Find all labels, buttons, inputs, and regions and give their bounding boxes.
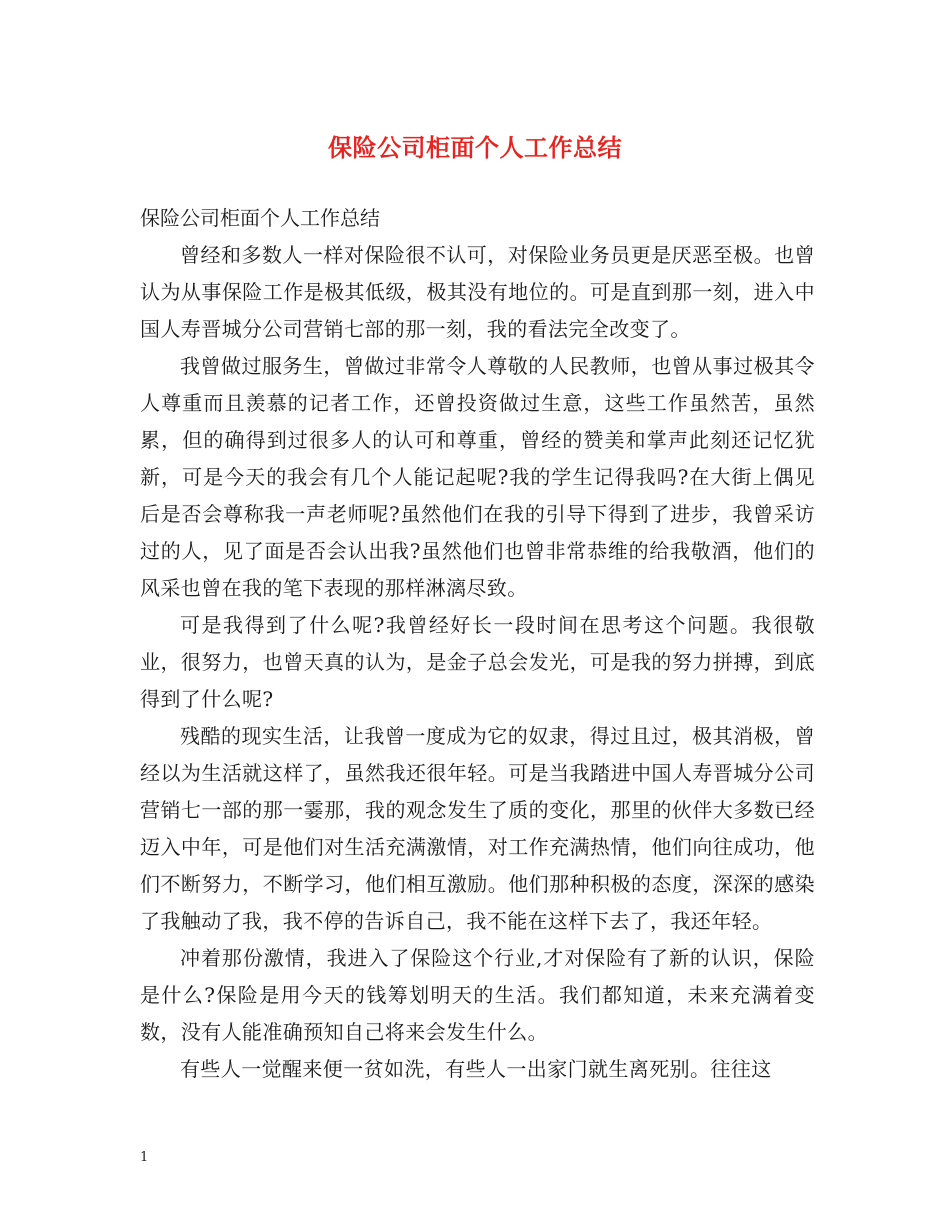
paragraph: 有些人一觉醒来便一贫如洗，有些人一出家门就生离死别。往往这: [180, 1057, 772, 1081]
document-subtitle: 保险公司柜面个人工作总结: [140, 206, 380, 230]
document-body: [140, 200, 815, 1088]
paragraph: 曾经和多数人一样对保险很不认可，对保险业务员更是厌恶至极。也曾认为从事保险工作是极其低级，极其没有地位的。可是直到那一刻，进入中国人寿晋城分公司营销七部的那一刻，我的看法完全改变了。: [140, 243, 815, 341]
paragraph: 我曾做过服务生，曾做过非常令人尊敬的人民教师，也曾从事过极其令人尊重而且羡慕的记者工作，还曾投资做过生意，这些工作虽然苦，虽然累，但的确得到过很多人的认可和尊重，曾经的赞美和掌声此刻还记忆犹新，可是今天的我会有几个人能记起呢?我的学生记得我吗?在大街上偶见后是否会尊称我一声老师呢?虽然他们在我的引导下得到了进步，我曾采访过的人，见了面是否会认出我?虽然他们也曾非常恭维的给我敬酒，他们的风采也曾在我的笔下表现的那样淋漓尽致。: [140, 354, 815, 600]
paragraph: 残酷的现实生活，让我曾一度成为它的奴隶，得过且过，极其消极，曾经以为生活就这样了，虽然我还很年轻。可是当我踏进中国人寿晋城分公司营销七一部的那一霎那，我的观念发生了质的变化，那里的伙伴大多数已经迈入中年，可是他们对生活充满激情，对工作充满热情，他们向往成功，他们不断努力，不断学习，他们相互激励。他们那种积极的态度，深深的感染了我触动了我，我不停的告诉自己，我不能在这样下去了，我还年轻。: [140, 724, 815, 933]
document-title: 保险公司柜面个人工作总结: [328, 133, 622, 162]
paragraph: 冲着那份激情，我进入了保险这个行业,才对保险有了新的认识，保险是什么?保险是用今天的钱筹划明天的生活。我们都知道，未来充满着变数，没有人能准确预知自己将来会发生什么。: [140, 946, 815, 1044]
page-number: 1: [140, 1150, 149, 1165]
paragraph: 可是我得到了什么呢?我曾经好长一段时间在思考这个问题。我很敬业，很努力，也曾天真的认为，是金子总会发光，可是我的努力拼搏，到底得到了什么呢?: [140, 613, 815, 711]
